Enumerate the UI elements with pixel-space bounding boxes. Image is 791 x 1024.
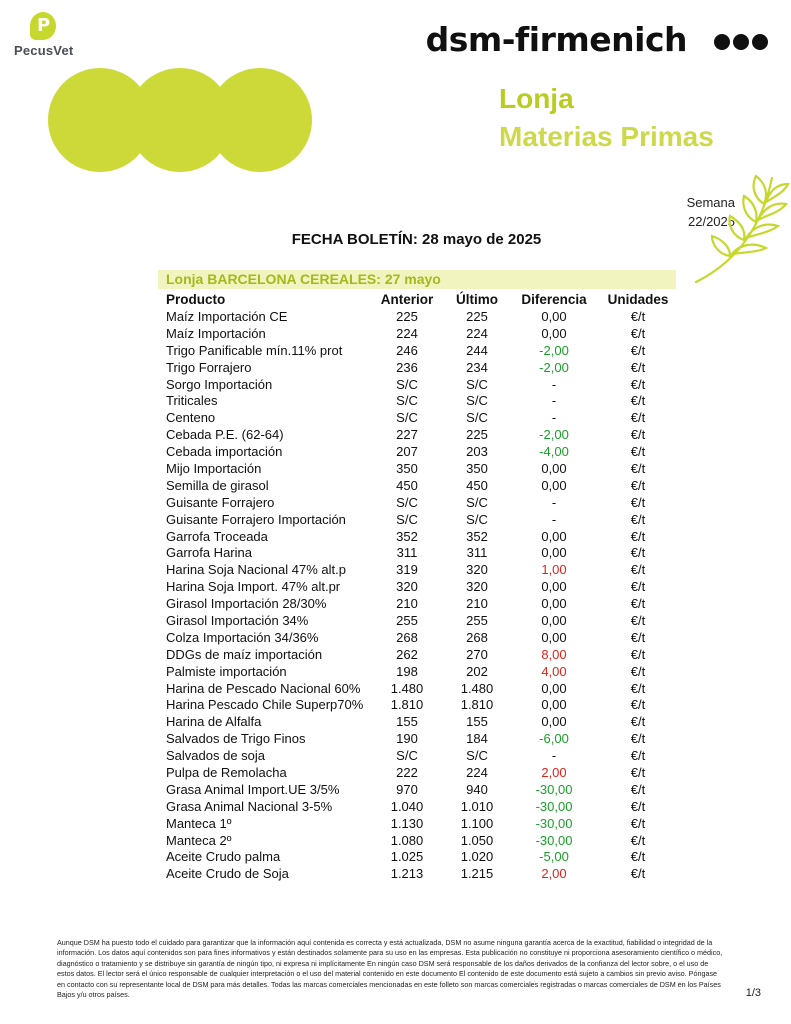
previous-price-cell: 1.810 (390, 697, 424, 713)
previous-price-cell: 450 (396, 477, 418, 493)
unit-cell: €/t (630, 798, 646, 814)
unit-cell: €/t (630, 427, 646, 443)
product-cell: Garrofa Harina (166, 545, 252, 561)
last-price-cell: S/C (466, 393, 488, 409)
unit-cell: €/t (630, 596, 646, 612)
unit-cell: €/t (630, 714, 646, 730)
table-header-row (160, 290, 680, 308)
unit-cell: €/t (630, 359, 646, 375)
difference-cell: 8,00 (541, 646, 567, 662)
pecusvet-glyph: P (37, 15, 51, 36)
difference-cell: - (551, 494, 557, 510)
previous-price-cell: S/C (396, 410, 418, 426)
last-price-cell: 1.100 (460, 815, 494, 831)
unit-cell: €/t (630, 494, 646, 510)
difference-cell: -2,00 (539, 427, 569, 443)
difference-cell: -2,00 (539, 359, 569, 375)
product-cell: Aceite Crudo de Soja (166, 866, 289, 882)
difference-cell: 0,00 (541, 680, 567, 696)
table-row (160, 646, 680, 663)
last-price-cell: 940 (466, 781, 488, 797)
table-row (160, 849, 680, 866)
table-row (160, 409, 680, 426)
product-cell: Grasa Animal Import.UE 3/5% (166, 781, 340, 797)
difference-cell: 1,00 (541, 562, 567, 578)
table-row (160, 730, 680, 747)
last-price-cell: 268 (466, 629, 488, 645)
table-row (160, 308, 680, 325)
table-row (160, 359, 680, 376)
product-cell: Harina Pescado Chile Superp70% (166, 697, 364, 713)
last-price-cell: 155 (466, 714, 488, 730)
product-cell: Salvados de soja (166, 748, 266, 764)
last-price-cell: 1.010 (460, 798, 494, 814)
product-cell: Maíz Importación (166, 325, 266, 341)
unit-cell: €/t (630, 342, 646, 358)
difference-cell: 4,00 (541, 663, 567, 679)
difference-cell: - (551, 376, 557, 392)
last-price-cell: 352 (466, 528, 488, 544)
previous-price-cell: 222 (396, 764, 418, 780)
unit-cell: €/t (630, 325, 646, 341)
page-number: 1/3 (745, 987, 761, 999)
table-row (160, 392, 680, 409)
bulletin-date: FECHA BOLETÍN: 28 mayo de 2025 (291, 231, 542, 248)
table-row (160, 595, 680, 612)
difference-cell: 0,00 (541, 697, 567, 713)
unit-cell: €/t (630, 545, 646, 561)
table-row (160, 764, 680, 781)
table-row (160, 477, 680, 494)
difference-cell: 0,00 (541, 579, 567, 595)
difference-cell: - (551, 410, 557, 426)
table-row (160, 781, 680, 798)
product-cell: Aceite Crudo palma (166, 849, 281, 865)
table-row (160, 460, 680, 477)
last-price-cell: 234 (466, 359, 488, 375)
last-price-cell: S/C (466, 494, 488, 510)
previous-price-cell: 198 (396, 663, 418, 679)
unit-cell: €/t (630, 849, 646, 865)
table-row (160, 629, 680, 646)
difference-cell: 0,00 (541, 528, 567, 544)
unit-cell: €/t (630, 663, 646, 679)
previous-price-cell: 224 (396, 325, 418, 341)
product-cell: Triticales (166, 393, 218, 409)
product-cell: Semilla de girasol (166, 477, 269, 493)
previous-price-cell: 1.130 (390, 815, 424, 831)
col-header-last: Último (456, 291, 498, 307)
pecusvet-logo (14, 12, 74, 62)
last-price-cell: 225 (466, 427, 488, 443)
unit-cell: €/t (630, 731, 646, 747)
last-price-cell: 244 (466, 342, 488, 358)
table-row (160, 815, 680, 832)
last-price-cell: 202 (466, 663, 488, 679)
previous-price-cell: S/C (396, 393, 418, 409)
product-cell: Guisante Forrajero Importación (166, 511, 346, 527)
product-cell: Manteca 1º (166, 815, 232, 831)
unit-cell: €/t (630, 444, 646, 460)
difference-cell: -6,00 (539, 731, 569, 747)
difference-cell: 0,00 (541, 325, 567, 341)
previous-price-cell: 319 (396, 562, 418, 578)
last-price-cell: 270 (466, 646, 488, 662)
difference-cell: - (551, 748, 557, 764)
price-table (160, 290, 680, 882)
difference-cell: 0,00 (541, 714, 567, 730)
product-cell: Harina Soja Import. 47% alt.pr (166, 579, 341, 595)
week-value: 22/2025 (688, 214, 735, 229)
table-row (160, 528, 680, 545)
unit-cell: €/t (630, 528, 646, 544)
last-price-cell: 450 (466, 477, 488, 493)
unit-cell: €/t (630, 579, 646, 595)
table-row (160, 325, 680, 342)
pecusvet-badge-icon (30, 12, 56, 40)
unit-cell: €/t (630, 748, 646, 764)
previous-price-cell: 320 (396, 579, 418, 595)
last-price-cell: 255 (466, 612, 488, 628)
week-label: Semana (686, 195, 735, 210)
table-row (160, 832, 680, 849)
unit-cell: €/t (630, 832, 646, 848)
last-price-cell: S/C (466, 748, 488, 764)
product-cell: Guisante Forrajero (166, 494, 275, 510)
table-row (160, 511, 680, 528)
last-price-cell: 210 (466, 596, 488, 612)
difference-cell: 0,00 (541, 612, 567, 628)
last-price-cell: 184 (466, 731, 488, 747)
previous-price-cell: 1.025 (390, 849, 424, 865)
col-header-previous: Anterior (380, 291, 434, 307)
product-cell: Trigo Panificable mín.11% prot (166, 342, 343, 358)
product-cell: Salvados de Trigo Finos (166, 731, 306, 747)
product-cell: Pulpa de Remolacha (166, 764, 287, 780)
product-cell: Colza Importación 34/36% (166, 629, 319, 645)
previous-price-cell: 155 (396, 714, 418, 730)
last-price-cell: 225 (466, 308, 488, 324)
difference-cell: -30,00 (535, 832, 573, 848)
product-cell: Grasa Animal Nacional 3-5% (166, 798, 333, 814)
difference-cell: 0,00 (541, 308, 567, 324)
difference-cell: 2,00 (541, 866, 567, 882)
table-row (160, 612, 680, 629)
difference-cell: -30,00 (535, 815, 573, 831)
product-cell: Harina de Pescado Nacional 60% (166, 680, 361, 696)
col-header-diff: Diferencia (521, 291, 587, 307)
previous-price-cell: 268 (396, 629, 418, 645)
last-price-cell: 1.020 (460, 849, 494, 865)
previous-price-cell: 255 (396, 612, 418, 628)
table-row (160, 494, 680, 511)
market-title: Lonja BARCELONA CEREALES: 27 mayo (166, 271, 441, 287)
unit-cell: €/t (630, 781, 646, 797)
dsm-firmenich-logo: dsm-firmenich (425, 20, 687, 59)
product-cell: Manteca 2º (166, 832, 232, 848)
previous-price-cell: S/C (396, 376, 418, 392)
last-price-cell: 203 (466, 444, 488, 460)
last-price-cell: 350 (466, 460, 488, 476)
product-cell: Mijo Importación (166, 460, 262, 476)
table-row (160, 680, 680, 697)
table-row (160, 798, 680, 815)
previous-price-cell: 1.480 (390, 680, 424, 696)
unit-cell: €/t (630, 562, 646, 578)
product-cell: Palmiste importación (166, 663, 287, 679)
unit-cell: €/t (630, 646, 646, 662)
table-row (160, 544, 680, 561)
unit-cell: €/t (630, 477, 646, 493)
product-cell: Garrofa Troceada (166, 528, 268, 544)
unit-cell: €/t (630, 308, 646, 324)
table-row (160, 376, 680, 393)
unit-cell: €/t (630, 376, 646, 392)
previous-price-cell: 970 (396, 781, 418, 797)
decorative-circle (208, 68, 312, 172)
table-row (160, 561, 680, 578)
unit-cell: €/t (630, 697, 646, 713)
product-cell: Trigo Forrajero (166, 359, 252, 375)
difference-cell: -5,00 (539, 849, 569, 865)
last-price-cell: 1.480 (460, 680, 494, 696)
difference-cell: -4,00 (539, 444, 569, 460)
table-row (160, 663, 680, 680)
last-price-cell: S/C (466, 376, 488, 392)
brand-dots-icon (713, 33, 769, 51)
difference-cell: 0,00 (541, 460, 567, 476)
col-header-product: Producto (166, 291, 226, 307)
last-price-cell: 1.050 (460, 832, 494, 848)
difference-cell: -2,00 (539, 342, 569, 358)
unit-cell: €/t (630, 511, 646, 527)
last-price-cell: 1.810 (460, 697, 494, 713)
pecusvet-name: PecusVet (14, 43, 74, 58)
table-row (160, 443, 680, 460)
product-cell: Girasol Importación 34% (166, 612, 309, 628)
last-price-cell: S/C (466, 410, 488, 426)
table-row (160, 342, 680, 359)
table-row (160, 747, 680, 764)
previous-price-cell: 1.040 (390, 798, 424, 814)
previous-price-cell: 207 (396, 444, 418, 460)
product-cell: Cebada P.E. (62-64) (166, 427, 284, 443)
previous-price-cell: 246 (396, 342, 418, 358)
difference-cell: 2,00 (541, 764, 567, 780)
difference-cell: -30,00 (535, 798, 573, 814)
wheat-icon (690, 170, 790, 290)
previous-price-cell: 236 (396, 359, 418, 375)
previous-price-cell: 311 (396, 545, 418, 561)
previous-price-cell: 1.080 (390, 832, 424, 848)
unit-cell: €/t (630, 680, 646, 696)
unit-cell: €/t (630, 612, 646, 628)
last-price-cell: 320 (466, 562, 488, 578)
difference-cell: 0,00 (541, 596, 567, 612)
product-cell: DDGs de maíz importación (166, 646, 323, 662)
previous-price-cell: 262 (396, 646, 418, 662)
product-cell: Harina Soja Nacional 47% alt.p (166, 562, 346, 578)
difference-cell: - (551, 393, 557, 409)
previous-price-cell: 350 (396, 460, 418, 476)
last-price-cell: 224 (466, 325, 488, 341)
unit-cell: €/t (630, 393, 646, 409)
previous-price-cell: 225 (396, 308, 418, 324)
previous-price-cell: S/C (396, 511, 418, 527)
table-row (160, 696, 680, 713)
unit-cell: €/t (630, 629, 646, 645)
previous-price-cell: S/C (396, 748, 418, 764)
product-cell: Harina de Alfalfa (166, 714, 262, 730)
product-cell: Maíz Importación CE (166, 308, 288, 324)
previous-price-cell: 210 (396, 596, 418, 612)
unit-cell: €/t (630, 866, 646, 882)
difference-cell: -30,00 (535, 781, 573, 797)
unit-cell: €/t (630, 460, 646, 476)
last-price-cell: 320 (466, 579, 488, 595)
disclaimer-text: Aunque DSM ha puesto todo el cuidado para garantizar que la información aquí contenida es correcta y está actualizada, DSM no asume ninguna garantía acerca de la exactitud, fiabilidad o integridad de la información. Los datos aquí contenidos son para fines informativos y están destinados solamente para su uso en las empresas. Esta publicación no constituye ni proporciona asesoramiento científico o médico, diagnóstico o tratamiento y se distribuye sin garantía de ningún tipo, ni expresa ni implícitamente En ningún caso DSM será responsable de los daños derivados de la confianza del lector sobre, o el uso de estos datos. El lector será el único responsable de cualquier interpretación o el uso del material contenido en este documento El contenido de este documento está sujeto a cambios sin previo aviso. Póngase en contacto con su representante local de DSM para más detalles. Todas las marcas comerciales mencionadas en este folleto son marcas comerciales registradas o marcas comerciales de DSM en los Países Bajos y/u otros países. (57, 938, 723, 1000)
last-price-cell: 224 (466, 764, 488, 780)
previous-price-cell: 352 (396, 528, 418, 544)
previous-price-cell: 227 (396, 427, 418, 443)
last-price-cell: S/C (466, 511, 488, 527)
product-cell: Cebada importación (166, 444, 283, 460)
difference-cell: - (551, 511, 557, 527)
difference-cell: 0,00 (541, 629, 567, 645)
product-cell: Sorgo Importación (166, 376, 273, 392)
page-subtitle: Materias Primas (499, 121, 714, 152)
col-header-unit: Unidades (607, 291, 669, 307)
difference-cell: 0,00 (541, 477, 567, 493)
last-price-cell: 1.215 (460, 866, 494, 882)
difference-cell: 0,00 (541, 545, 567, 561)
unit-cell: €/t (630, 764, 646, 780)
table-row (160, 578, 680, 595)
product-cell: Girasol Importación 28/30% (166, 596, 327, 612)
previous-price-cell: 1.213 (390, 866, 424, 882)
unit-cell: €/t (630, 815, 646, 831)
table-row (160, 865, 680, 882)
previous-price-cell: S/C (396, 494, 418, 510)
table-row (160, 713, 680, 730)
table-row (160, 426, 680, 443)
unit-cell: €/t (630, 410, 646, 426)
product-cell: Centeno (166, 410, 216, 426)
page-title: Lonja (499, 83, 574, 114)
previous-price-cell: 190 (396, 731, 418, 747)
last-price-cell: 311 (466, 545, 488, 561)
